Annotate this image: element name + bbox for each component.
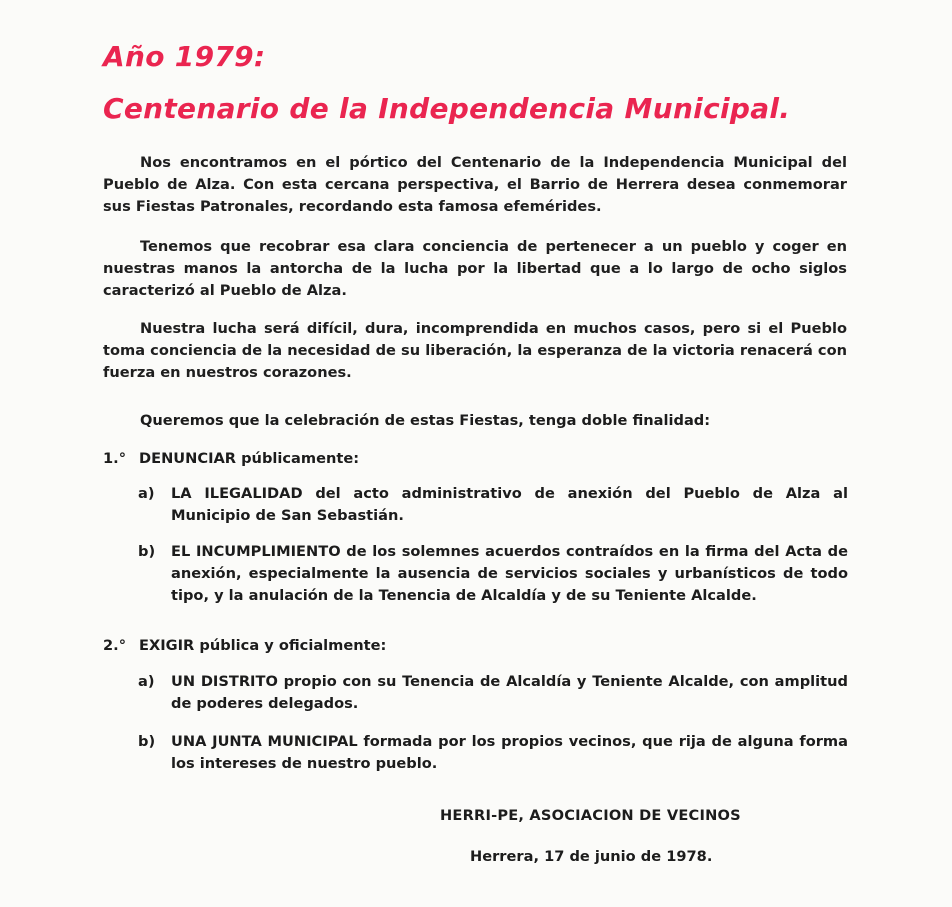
item-letter: b): [138, 543, 156, 560]
heading-year: Año 1979:: [103, 40, 266, 73]
section-1-title: DENUNCIAR públicamente:: [139, 450, 360, 467]
item-letter: a): [138, 485, 155, 502]
section-2-number: 2.°: [103, 637, 126, 654]
item-text: UN DISTRITO propio con su Tenencia de Alcaldía y Teniente Alcalde, con amplitud de poderes delegados.: [171, 673, 848, 712]
signature: HERRI-PE, ASOCIACION DE VECINOS: [440, 807, 741, 824]
section-1-item-a: [138, 483, 848, 527]
section-2-title: EXIGIR pública y oficialmente:: [139, 637, 387, 654]
item-text: UNA JUNTA MUNICIPAL formada por los propios vecinos, que rija de alguna forma los intereses de nuestro pueblo.: [171, 733, 848, 772]
section-2-heading: [103, 635, 386, 657]
section-1-item-b: [138, 541, 848, 607]
date-line: Herrera, 17 de junio de 1978.: [470, 848, 713, 865]
section-2-item-a: [138, 671, 848, 715]
section-1-number: 1.°: [103, 450, 126, 467]
item-letter: a): [138, 673, 155, 690]
item-text: EL INCUMPLIMIENTO de los solemnes acuerdos contraídos en la firma del Acta de anexión, especialmente la ausencia de servicios sociales y urbanísticos de todo tipo, y la anulación de la Tenencia de Alcaldía y de su Teniente Alcalde.: [171, 543, 848, 604]
intro-sentence: Queremos que la celebración de estas Fiestas, tenga doble finalidad:: [140, 412, 711, 429]
item-text: LA ILEGALIDAD del acto administrativo de anexión del Pueblo de Alza al Municipio de San Sebastián.: [171, 485, 848, 524]
paragraph-3: Nuestra lucha será difícil, dura, incomprendida en muchos casos, pero si el Pueblo toma conciencia de la necesidad de su liberación, la esperanza de la victoria renacerá con fuerza en nuestros corazones.: [103, 320, 847, 381]
paragraph-2: Tenemos que recobrar esa clara conciencia de pertenecer a un pueblo y coger en nuestras manos la antorcha de la lucha por la libertad que a lo largo de ocho siglos caracterizó al Pueblo de Alza.: [103, 238, 847, 299]
paragraph-1: Nos encontramos en el pórtico del Centenario de la Independencia Municipal del Pueblo de Alza. Con esta cercana perspectiva, el Barrio de Herrera desea conmemorar sus Fiestas Patronales, recordando esta famosa efemérides.: [103, 154, 847, 215]
heading-centenary: Centenario de la Independencia Municipal.: [103, 92, 791, 125]
section-2-item-b: [138, 731, 848, 775]
section-1-heading: [103, 448, 359, 470]
item-letter: b): [138, 733, 156, 750]
